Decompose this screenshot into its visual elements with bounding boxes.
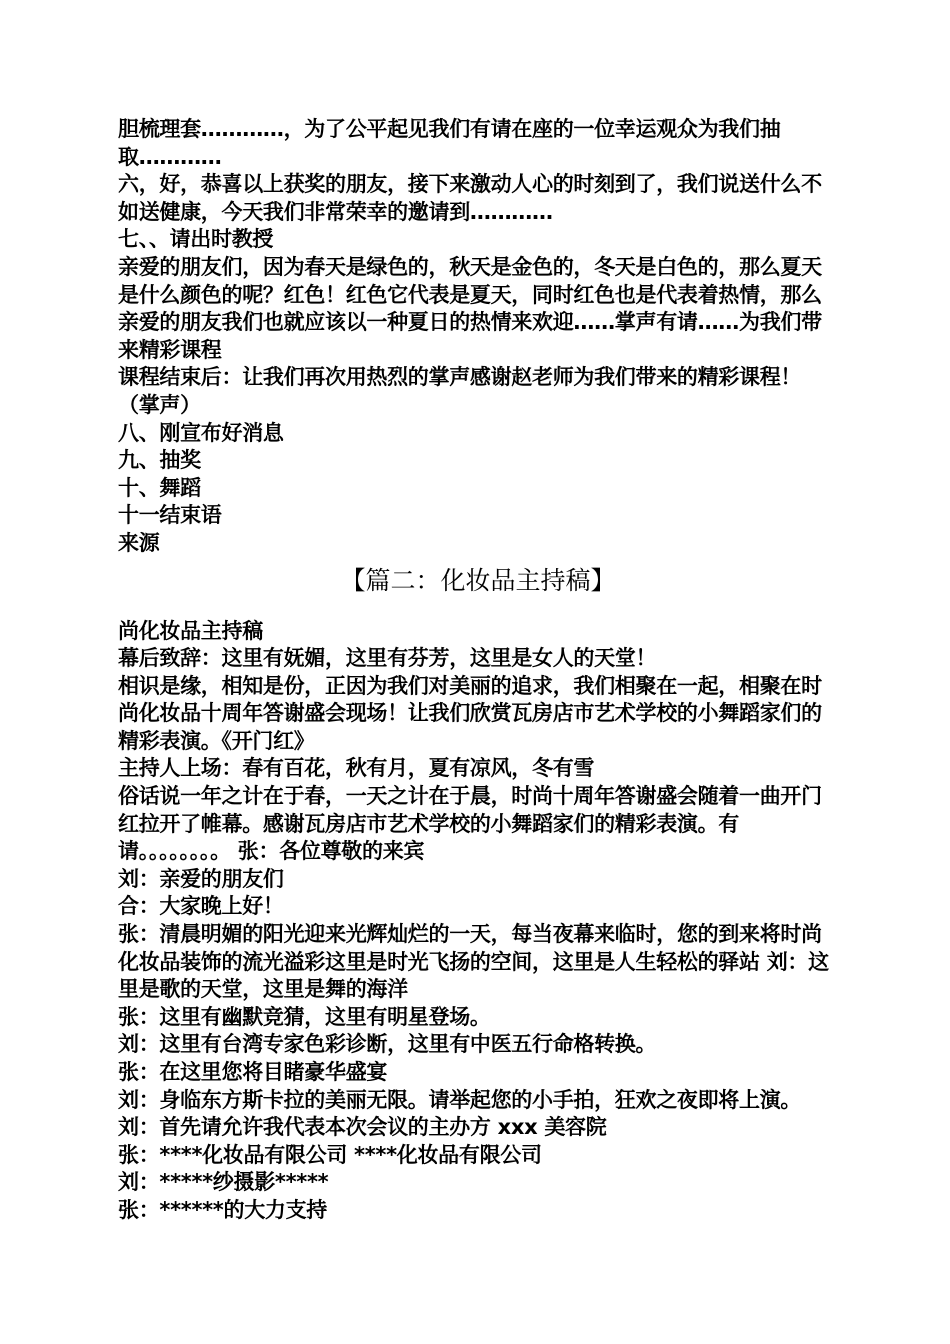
- paragraph: 张：清晨明媚的阳光迎来光辉灿烂的一天，每当夜幕来临时，您的到来将时尚化妆品装饰的流光溢彩这里是时光飞扬的空间，这里是人生轻松的驿站 刘：这里是歌的天堂，这里是舞的海洋: [118, 922, 829, 1002]
- paragraph: 九、抽奖: [118, 448, 201, 473]
- paragraph: 七、、请出时教授: [118, 227, 274, 252]
- paragraph: 刘：亲爱的朋友们: [118, 866, 284, 891]
- section-top: [118, 116, 838, 558]
- paragraph: 主持人上场：春有百花，秋有月，夏有凉风，冬有雪: [118, 756, 595, 781]
- paragraph: 张：在这里您将目睹豪华盛宴: [118, 1060, 388, 1084]
- paragraph: 张：******的大力支持: [118, 1197, 327, 1222]
- section-title: 【篇二：化妆品主持稿】: [340, 565, 616, 595]
- paragraph: 六，好，恭喜以上获奖的朋友，接下来激动人心的时刻到了，我们说送什么不如送健康，今天我们非常荣幸的邀请到…………: [118, 172, 822, 224]
- paragraph: 张：****化妆品有限公司 ****化妆品有限公司: [118, 1142, 542, 1167]
- paragraph: 十、舞蹈: [118, 475, 201, 500]
- paragraph: 来源: [118, 530, 160, 555]
- paragraph: 亲爱的朋友们，因为春天是绿色的，秋天是金色的，冬天是白色的，那么夏天是什么颜色的呢？红色！红色它代表是夏天，同时红色也是代表着热情，那么亲爱的朋友我们也就应该以一种夏日的热情来欢迎……掌声有请……为我们带来精彩课程: [118, 254, 822, 362]
- paragraph: 相识是缘，相知是份，正因为我们对美丽的追求，我们相聚在一起，相聚在时尚化妆品十周年答谢盛会现场！让我们欣赏瓦房店市艺术学校的小舞蹈家们的精彩表演。《开门红》: [118, 673, 822, 753]
- paragraph: 刘：*****纱摄影*****: [118, 1170, 329, 1195]
- paragraph: 十一结束语: [118, 503, 222, 528]
- section-bottom: [118, 618, 838, 1225]
- paragraph: 刘：这里有台湾专家色彩诊断，这里有中医五行命格转换。: [118, 1032, 657, 1057]
- paragraph: 张：这里有幽默竞猜，这里有明星登场。: [118, 1004, 491, 1029]
- paragraph: 尚化妆品主持稿: [118, 618, 263, 643]
- paragraph: 幕后致辞：这里有妩媚，这里有芬芳，这里是女人的天堂！: [118, 646, 657, 671]
- paragraph: 课程结束后：让我们再次用热烈的掌声感谢赵老师为我们带来的精彩课程！ （掌声）: [118, 365, 802, 417]
- paragraph: 合：大家晚上好！: [118, 894, 284, 919]
- paragraph: 俗话说一年之计在于春，一天之计在于晨，时尚十周年答谢盛会随着一曲开门红拉开了帷幕。感谢瓦房店市艺术学校的小舞蹈家们的精彩表演。有请。。。。。。。。 张：各位尊敬的来宾: [118, 784, 822, 864]
- paragraph: 刘：身临东方斯卡拉的美丽无限。请举起您的小手拍，狂欢之夜即将上演。 刘：首先请允许我代表本次会议的主办方 xxx 美容院: [118, 1087, 802, 1140]
- paragraph: 八、刚宣布好消息: [118, 420, 284, 445]
- paragraph: 胆梳理套…………，为了公平起见我们有请在座的一位幸运观众为我们抽取…………: [118, 117, 781, 169]
- document-page: [118, 116, 838, 1225]
